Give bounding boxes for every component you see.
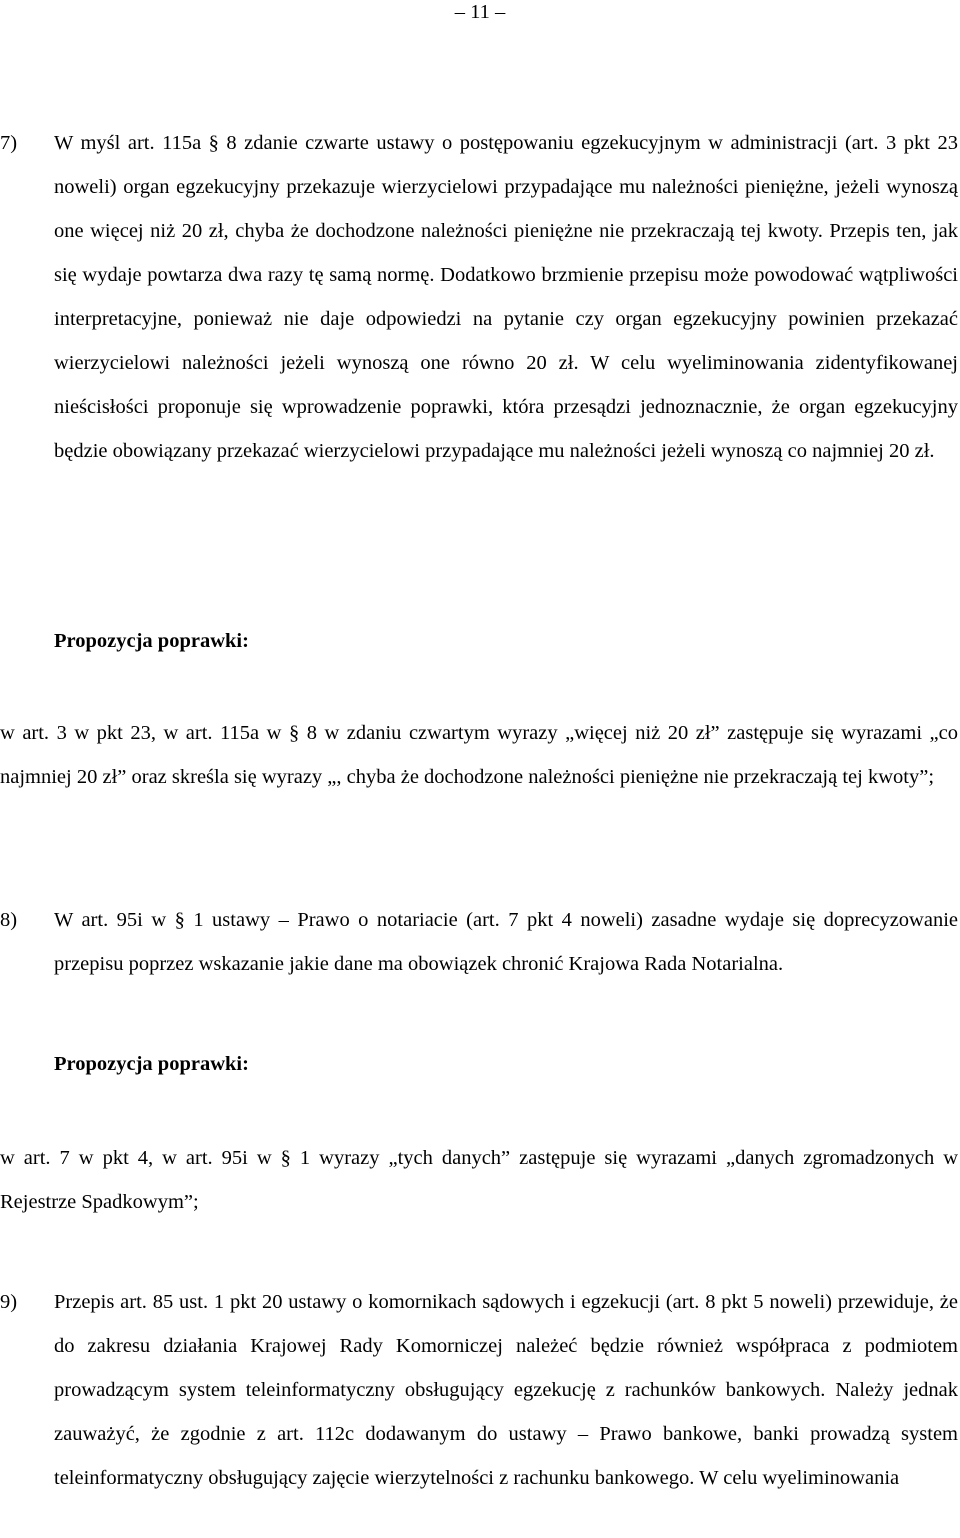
item-paragraph: Przepis art. 85 ust. 1 pkt 20 ustawy o komornikach sądowych i egzekucji (art. 8 pkt 5 noweli) przewiduje, że do zakresu działania Krajowej Rady Komorniczej należeć będzie również współpraca z podmiotem prowadzącym system teleinformatyczny obsługujący egzekucję z rachunków bankowych. Należy jednak zauważyć, że zgodnie z art. 112c dodawanym do ustawy – Prawo bankowe, banki prowadzą system teleinformatyczny obsługujący zajęcie wierzytelności z rachunku bankowego. W celu wyeliminowania bbox=[54, 1291, 958, 1489]
page-number: – 11 – bbox=[454, 1, 506, 23]
amendment-heading: Propozycja poprawki: bbox=[54, 630, 249, 652]
item-number: 7) bbox=[0, 132, 18, 154]
item-paragraph: W myśl art. 115a § 8 zdanie czwarte ustawy o postępowaniu egzekucyjnym w administracji (art. 3 pkt 23 noweli) organ egzekucyjny przekazuje wierzycielowi przypadające mu należności pieniężne, jeżeli wynoszą one więcej niż 20 zł, chyba że dochodzone należności pieniężne nie przekraczają tej kwoty. Przepis ten, jak się wydaje powtarza dwa razy tę samą normę. Dodatkowo brzmienie przepisu może powodować wątpliwości interpretacyjne, ponieważ nie daje odpowiedzi na pytanie czy organ egzekucyjny powinien przekazać wierzycielowi należności jeżeli wynoszą one równo 20 zł. W celu wyeliminowania zidentyfikowanej nieścisłości proponuje się wprowadzenie poprawki, która przesądzi jednoznacznie, że organ egzekucyjny będzie obowiązany przekazać wierzycielowi przypadające mu należności jeżeli wynoszą co najmniej 20 zł. bbox=[54, 132, 958, 462]
amendment-heading: Propozycja poprawki: bbox=[54, 1053, 249, 1075]
item-number: 9) bbox=[0, 1291, 18, 1313]
amendment-text: w art. 7 w pkt 4, w art. 95i w § 1 wyrazy „tych danych” zastępuje się wyrazami „danych zgromadzonych w Rejestrze Spadkowym”; bbox=[0, 1147, 958, 1213]
item-paragraph: W art. 95i w § 1 ustawy – Prawo o notariacie (art. 7 pkt 4 noweli) zasadne wydaje się doprecyzowanie przepisu poprzez wskazanie jakie dane ma obowiązek chronić Krajowa Rada Notarialna. bbox=[54, 909, 958, 975]
amendment-text: w art. 3 w pkt 23, w art. 115a w § 8 w zdaniu czwartym wyrazy „więcej niż 20 zł” zastępuje się wyrazami „co najmniej 20 zł” oraz skreśla się wyrazy „, chyba że dochodzone należności pieniężne nie przekraczają tej kwoty”; bbox=[0, 722, 958, 788]
item-number: 8) bbox=[0, 909, 18, 931]
